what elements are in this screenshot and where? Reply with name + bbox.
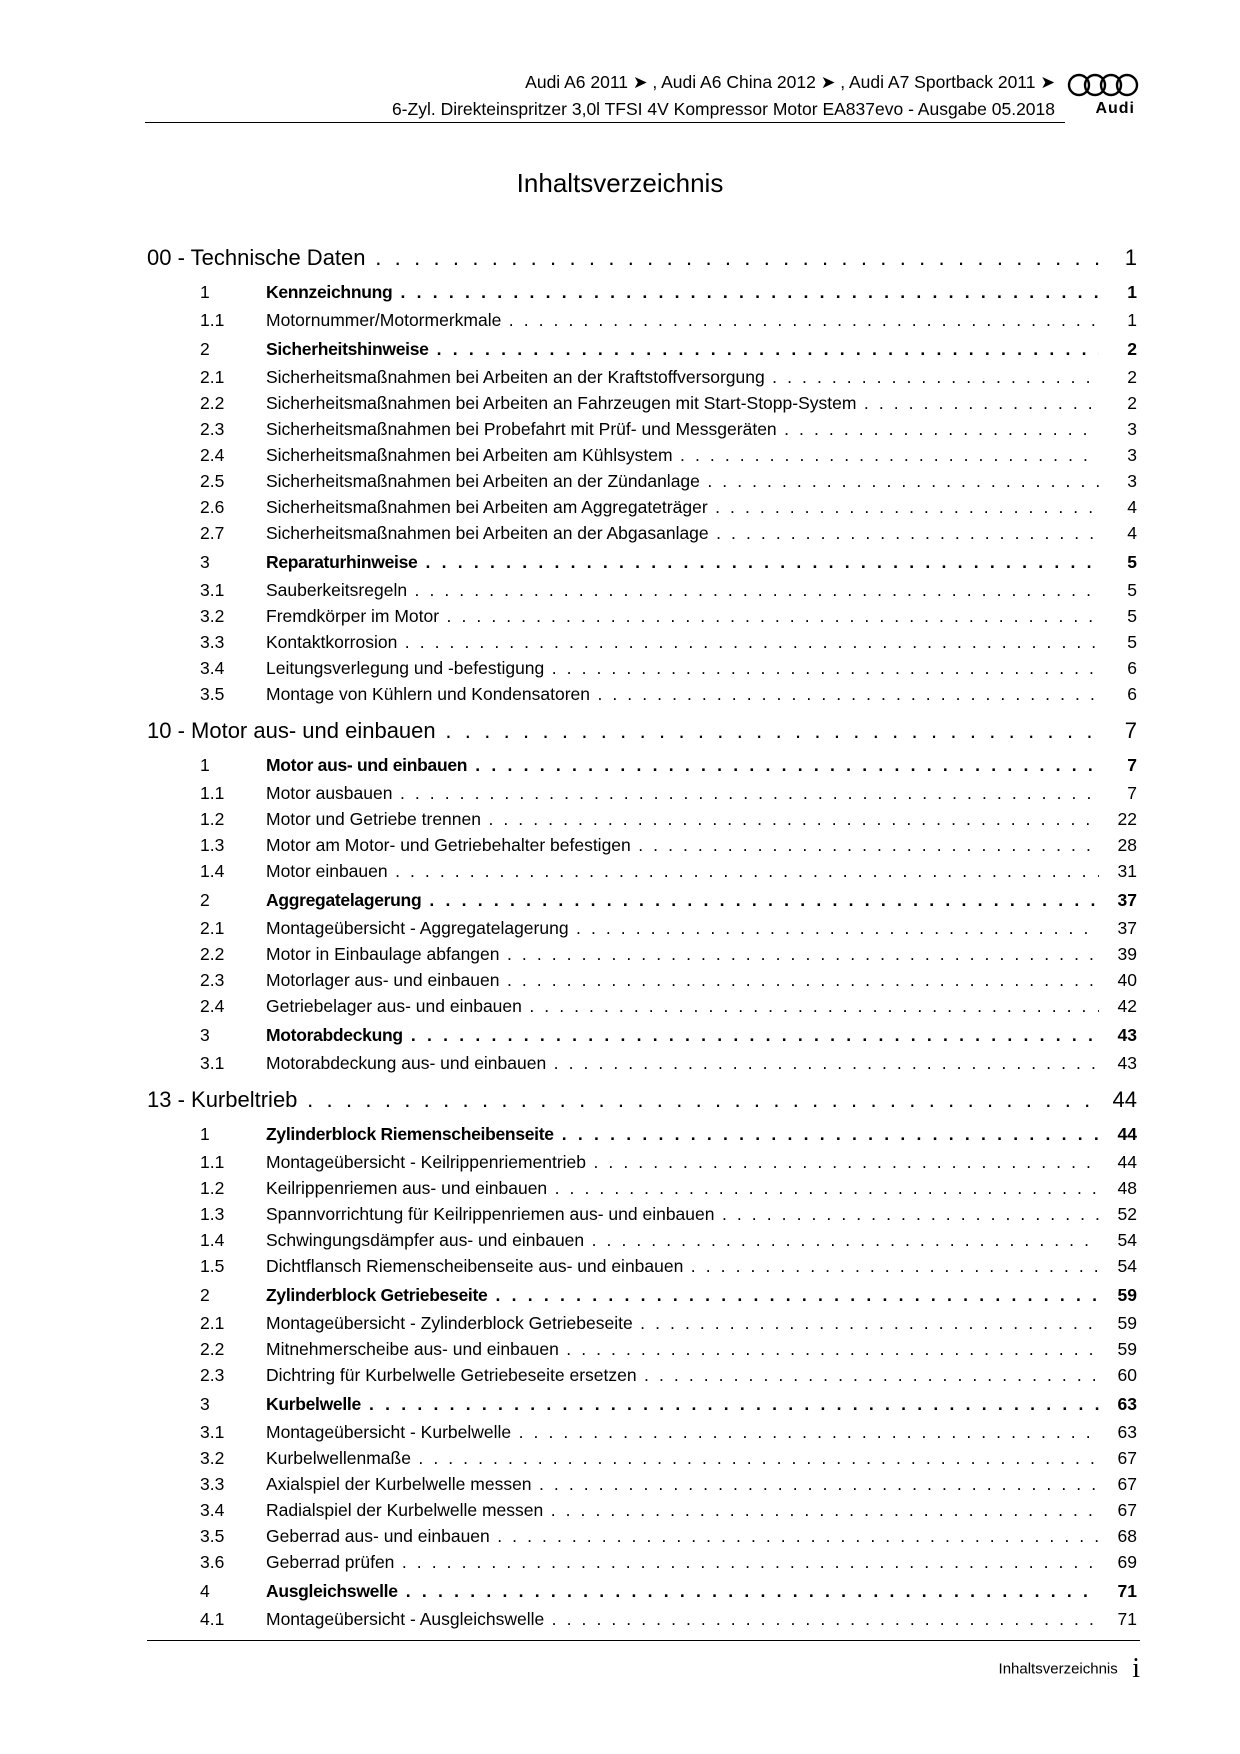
toc-subsection[interactable]: [147, 806, 1137, 832]
toc-entry-title: Spannvorrichtung für Keilrippenriemen aus- und einbauen . . .: [266, 1201, 1099, 1227]
toc-entry-page: 42: [1117, 996, 1137, 1016]
toc-entry-title: Motor ausbauen . . .: [266, 780, 1099, 806]
toc-entry-number: 3.4: [200, 658, 225, 678]
toc-entry-page: 52: [1117, 1204, 1137, 1224]
toc-entry-title: Motor am Motor- und Getriebehalter befestigen . . .: [266, 832, 1099, 858]
toc-entry-number: 1.3: [200, 835, 225, 855]
toc-subsection[interactable]: [147, 1497, 1137, 1523]
toc-entry-number: 3.3: [200, 1474, 225, 1494]
toc-entry-page: 2: [1127, 393, 1137, 413]
toc-subsection[interactable]: [147, 1445, 1137, 1471]
vehicle-models: Audi A6 2011 ➤ , Audi A6 China 2012 ➤ , Audi A7 Sportback 2011 ➤: [525, 72, 1055, 92]
toc-entry-title: Montageübersicht - Kurbelwelle . . .: [266, 1419, 1099, 1445]
toc-entry-title: 00 - Technische Daten . . .: [147, 240, 1099, 276]
toc-entry-number: 3.1: [200, 580, 225, 600]
toc-section[interactable]: [147, 1389, 1137, 1419]
toc-entry-number: 2.1: [200, 1313, 225, 1333]
page-header: [145, 72, 1145, 126]
toc-entry-number: 2.4: [200, 996, 225, 1016]
footer-rule: [147, 1640, 1140, 1641]
toc-subsection[interactable]: [147, 1149, 1137, 1175]
toc-entry-title: Motornummer/Motormerkmale . . .: [266, 307, 1099, 333]
toc-entry-page: 44: [1117, 1124, 1137, 1144]
toc-entry-title: Radialspiel der Kurbelwelle messen . . .: [266, 1497, 1099, 1523]
toc-entry-number: 2: [200, 890, 210, 910]
four-rings-icon: [1065, 72, 1145, 98]
toc-entry-page: 3: [1127, 471, 1137, 491]
toc-entry-number: 2.1: [200, 367, 225, 387]
toc-subsection[interactable]: [147, 520, 1137, 546]
toc-entry-number: 2.2: [200, 1339, 225, 1359]
toc-subsection[interactable]: [147, 603, 1137, 629]
toc-entry-page: 5: [1127, 632, 1137, 652]
toc-entry-page: 4: [1127, 523, 1137, 543]
toc-subsection[interactable]: [147, 442, 1137, 468]
toc-entry-title: Sicherheitsmaßnahmen bei Arbeiten an der Zündanlage . . .: [266, 468, 1099, 494]
toc-entry-number: 3.2: [200, 1448, 225, 1468]
toc-entry-page: 54: [1117, 1230, 1137, 1250]
toc-entry-title: Keilrippenriemen aus- und einbauen . . .: [266, 1175, 1099, 1201]
toc-section[interactable]: [147, 885, 1137, 915]
toc-entry-number: 2: [200, 339, 210, 359]
toc-entry-title: Geberrad prüfen . . .: [266, 1549, 1099, 1575]
toc-entry-page: 5: [1127, 552, 1137, 572]
toc-subsection[interactable]: [147, 780, 1137, 806]
toc-subsection[interactable]: [147, 967, 1137, 993]
page-footer: [999, 1653, 1140, 1685]
toc-entry-number: 4.1: [200, 1609, 225, 1629]
toc-entry-page: 63: [1117, 1394, 1137, 1414]
toc-entry-title: Kurbelwelle . . .: [266, 1389, 1099, 1419]
toc-entry-page: 67: [1117, 1474, 1137, 1494]
toc-entry-title: Schwingungsdämpfer aus- und einbauen . . .: [266, 1227, 1099, 1253]
toc-entry-title: Geberrad aus- und einbauen . . .: [266, 1523, 1099, 1549]
toc-entry-title: Zylinderblock Getriebeseite . . .: [266, 1280, 1099, 1310]
toc-chapter[interactable]: [147, 713, 1137, 749]
toc-entry-page: 67: [1117, 1500, 1137, 1520]
toc-subsection[interactable]: [147, 1362, 1137, 1388]
toc-entry-title: 13 - Kurbeltrieb . . .: [147, 1082, 1099, 1118]
toc-entry-title: Zylinderblock Riemenscheibenseite . . .: [266, 1119, 1099, 1149]
toc-entry-number: 4: [200, 1581, 210, 1601]
toc-entry-title: Motor aus- und einbauen . . .: [266, 750, 1099, 780]
header-rule: [145, 122, 1065, 123]
toc-entry-title: Sicherheitsmaßnahmen bei Arbeiten am Aggregateträger . . .: [266, 494, 1099, 520]
toc-entry-title: Axialspiel der Kurbelwelle messen . . .: [266, 1471, 1099, 1497]
toc-section[interactable]: [147, 334, 1137, 364]
toc-entry-title: Leitungsverlegung und -befestigung . . .: [266, 655, 1099, 681]
engine-description: 6-Zyl. Direkteinspritzer 3,0l TFSI 4V Kompressor Motor EA837evo - Ausgabe 05.2018: [391, 99, 1055, 119]
toc-entry-page: 44: [1112, 1087, 1137, 1112]
toc-entry-title: Montageübersicht - Ausgleichswelle . . .: [266, 1606, 1099, 1632]
toc-entry-title: Motor einbauen . . .: [266, 858, 1099, 884]
toc-entry-number: 2.2: [200, 393, 225, 413]
toc-entry-title: Motor und Getriebe trennen . . .: [266, 806, 1099, 832]
toc-subsection[interactable]: [147, 681, 1137, 707]
toc-entry-number: 1.1: [200, 1152, 225, 1172]
toc-entry-page: 4: [1127, 497, 1137, 517]
toc-entry-number: 2.4: [200, 445, 225, 465]
toc-subsection[interactable]: [147, 832, 1137, 858]
toc-entry-number: 1: [200, 755, 210, 775]
toc-entry-page: 1: [1127, 282, 1137, 302]
toc-entry-number: 1.1: [200, 783, 225, 803]
toc-entry-number: 1.4: [200, 861, 225, 881]
toc-entry-title: Fremdkörper im Motor . . .: [266, 603, 1099, 629]
toc-entry-page: 6: [1127, 684, 1137, 704]
toc-entry-page: 67: [1117, 1448, 1137, 1468]
toc-subsection[interactable]: [147, 307, 1137, 333]
toc-entry-page: 5: [1127, 580, 1137, 600]
toc-subsection[interactable]: [147, 1419, 1137, 1445]
toc-subsection[interactable]: [147, 364, 1137, 390]
toc-entry-title: Sicherheitshinweise . . .: [266, 334, 1099, 364]
toc-subsection[interactable]: [147, 390, 1137, 416]
toc-entry-page: 7: [1127, 783, 1137, 803]
toc-entry-number: 2.1: [200, 918, 225, 938]
toc-entry-number: 3.1: [200, 1422, 225, 1442]
toc-section[interactable]: [147, 547, 1137, 577]
toc-entry-page: 39: [1117, 944, 1137, 964]
toc-entry-page: 3: [1127, 445, 1137, 465]
toc-entry-page: 71: [1117, 1609, 1137, 1629]
toc-entry-title: Dichtring für Kurbelwelle Getriebeseite ersetzen . . .: [266, 1362, 1099, 1388]
toc-subsection[interactable]: [147, 1201, 1137, 1227]
toc-entry-number: 3: [200, 1025, 210, 1045]
toc-entry-title: Sicherheitsmaßnahmen bei Arbeiten an der Kraftstoffversorgung . . .: [266, 364, 1099, 390]
footer-page-number: i: [1132, 1653, 1140, 1684]
toc-entry-title: Sicherheitsmaßnahmen bei Arbeiten an der Abgasanlage . . .: [266, 520, 1099, 546]
toc-entry-number: 3.5: [200, 684, 225, 704]
toc-entry-page: 7: [1124, 718, 1137, 743]
toc-entry-page: 59: [1117, 1285, 1137, 1305]
toc-subsection[interactable]: [147, 655, 1137, 681]
toc-entry-page: 40: [1117, 970, 1137, 990]
toc-entry-page: 2: [1127, 339, 1137, 359]
toc-subsection[interactable]: [147, 1253, 1137, 1279]
toc-entry-title: Sicherheitsmaßnahmen bei Probefahrt mit Prüf- und Messgeräten . . .: [266, 416, 1099, 442]
toc-section[interactable]: [147, 277, 1137, 307]
toc-entry-title: Sicherheitsmaßnahmen bei Arbeiten am Kühlsystem . . .: [266, 442, 1099, 468]
toc-section[interactable]: [147, 1119, 1137, 1149]
toc-entry-page: 6: [1127, 658, 1137, 678]
toc-entry-page: 63: [1117, 1422, 1137, 1442]
toc-entry-number: 2.5: [200, 471, 225, 491]
toc-entry-number: 3: [200, 552, 210, 572]
toc-subsection[interactable]: [147, 1050, 1137, 1076]
toc-entry-title: Reparaturhinweise . . .: [266, 547, 1099, 577]
toc-subsection[interactable]: [147, 1523, 1137, 1549]
toc-entry-title: 10 - Motor aus- und einbauen . . .: [147, 713, 1099, 749]
toc-entry-number: 2.3: [200, 970, 225, 990]
toc-entry-title: Motorabdeckung . . .: [266, 1020, 1099, 1050]
toc-subsection[interactable]: [147, 941, 1137, 967]
toc-entry-number: 3: [200, 1394, 210, 1414]
toc-entry-title: Montageübersicht - Aggregatelagerung . . .: [266, 915, 1099, 941]
toc-entry-page: 3: [1127, 419, 1137, 439]
toc-entry-title: Aggregatelagerung . . .: [266, 885, 1099, 915]
toc-entry-page: 60: [1117, 1365, 1137, 1385]
table-of-contents: [147, 240, 1137, 1632]
footer-label: Inhaltsverzeichnis: [998, 1660, 1118, 1678]
toc-chapter[interactable]: [147, 240, 1137, 276]
toc-entry-number: 2: [200, 1285, 210, 1305]
toc-entry-page: 37: [1117, 918, 1137, 938]
toc-entry-number: 3.4: [200, 1500, 225, 1520]
toc-entry-number: 2.3: [200, 1365, 225, 1385]
toc-section[interactable]: [147, 1020, 1137, 1050]
toc-entry-page: 71: [1117, 1581, 1137, 1601]
toc-subsection[interactable]: [147, 1175, 1137, 1201]
toc-entry-page: 5: [1127, 606, 1137, 626]
toc-entry-number: 3.5: [200, 1526, 225, 1546]
toc-entry-title: Kontaktkorrosion . . .: [266, 629, 1099, 655]
toc-subsection[interactable]: [147, 577, 1137, 603]
toc-entry-title: Sauberkeitsregeln . . .: [266, 577, 1099, 603]
toc-entry-number: 1.2: [200, 1178, 225, 1198]
toc-subsection[interactable]: [147, 1549, 1137, 1575]
toc-entry-number: 1.2: [200, 809, 225, 829]
toc-entry-number: 1: [200, 282, 210, 302]
toc-entry-page: 2: [1127, 367, 1137, 387]
toc-entry-page: 54: [1117, 1256, 1137, 1276]
toc-entry-title: Getriebelager aus- und einbauen . . .: [266, 993, 1099, 1019]
audi-wordmark: Audi: [1095, 100, 1135, 117]
toc-entry-number: 3.2: [200, 606, 225, 626]
toc-entry-page: 28: [1117, 835, 1137, 855]
toc-subsection[interactable]: [147, 416, 1137, 442]
toc-entry-page: 69: [1117, 1552, 1137, 1572]
toc-entry-number: 3.3: [200, 632, 225, 652]
toc-subsection[interactable]: [147, 993, 1137, 1019]
toc-entry-title: Mitnehmerscheibe aus- und einbauen . . .: [266, 1336, 1099, 1362]
toc-subsection[interactable]: [147, 1606, 1137, 1632]
toc-entry-title: Montageübersicht - Zylinderblock Getriebeseite . . .: [266, 1310, 1099, 1336]
toc-entry-number: 1: [200, 1124, 210, 1144]
toc-subsection[interactable]: [147, 1310, 1137, 1336]
toc-entry-title: Motorlager aus- und einbauen . . .: [266, 967, 1099, 993]
toc-entry-page: 48: [1117, 1178, 1137, 1198]
toc-entry-page: 59: [1117, 1313, 1137, 1333]
toc-subsection[interactable]: [147, 1471, 1137, 1497]
toc-subsection[interactable]: [147, 494, 1137, 520]
toc-chapter[interactable]: [147, 1082, 1137, 1118]
toc-entry-page: 1: [1124, 245, 1137, 270]
toc-section[interactable]: [147, 1280, 1137, 1310]
toc-entry-number: 2.7: [200, 523, 225, 543]
toc-entry-page: 43: [1117, 1053, 1137, 1073]
toc-entry-number: 2.2: [200, 944, 225, 964]
toc-entry-page: 68: [1117, 1526, 1137, 1546]
toc-entry-number: 1.1: [200, 310, 225, 330]
toc-entry-title: Motor in Einbaulage abfangen . . .: [266, 941, 1099, 967]
toc-subsection[interactable]: [147, 629, 1137, 655]
toc-entry-title: Motorabdeckung aus- und einbauen . . .: [266, 1050, 1099, 1076]
toc-entry-title: Sicherheitsmaßnahmen bei Arbeiten an Fahrzeugen mit Start-Stopp-System . . .: [266, 390, 1099, 416]
toc-entry-page: 7: [1127, 755, 1137, 775]
toc-entry-number: 3.1: [200, 1053, 225, 1073]
toc-subsection[interactable]: [147, 1336, 1137, 1362]
toc-entry-number: 1.3: [200, 1204, 225, 1224]
audi-logo: [1065, 72, 1145, 122]
toc-entry-page: 43: [1117, 1025, 1137, 1045]
toc-entry-page: 59: [1117, 1339, 1137, 1359]
toc-section[interactable]: [147, 1576, 1137, 1606]
page-title: Inhaltsverzeichnis: [516, 168, 724, 198]
toc-entry-page: 22: [1117, 809, 1137, 829]
toc-subsection[interactable]: [147, 1227, 1137, 1253]
toc-subsection[interactable]: [147, 468, 1137, 494]
toc-entry-title: Kurbelwellenmaße . . .: [266, 1445, 1099, 1471]
toc-entry-number: 1.4: [200, 1230, 225, 1250]
toc-entry-page: 1: [1127, 310, 1137, 330]
toc-section[interactable]: [147, 750, 1137, 780]
toc-entry-number: 3.6: [200, 1552, 225, 1572]
toc-entry-title: Ausgleichswelle . . .: [266, 1576, 1099, 1606]
toc-entry-title: Kennzeichnung . . .: [266, 277, 1099, 307]
toc-entry-title: Dichtflansch Riemenscheibenseite aus- und einbauen . . .: [266, 1253, 1099, 1279]
toc-entry-number: 2.3: [200, 419, 225, 439]
toc-entry-number: 2.6: [200, 497, 225, 517]
toc-subsection[interactable]: [147, 858, 1137, 884]
toc-subsection[interactable]: [147, 915, 1137, 941]
toc-entry-page: 31: [1117, 861, 1137, 881]
toc-entry-page: 44: [1117, 1152, 1137, 1172]
toc-entry-title: Montageübersicht - Keilrippenriementrieb . . .: [266, 1149, 1099, 1175]
toc-entry-title: Montage von Kühlern und Kondensatoren . . .: [266, 681, 1099, 707]
toc-entry-page: 37: [1117, 890, 1137, 910]
toc-entry-number: 1.5: [200, 1256, 225, 1276]
